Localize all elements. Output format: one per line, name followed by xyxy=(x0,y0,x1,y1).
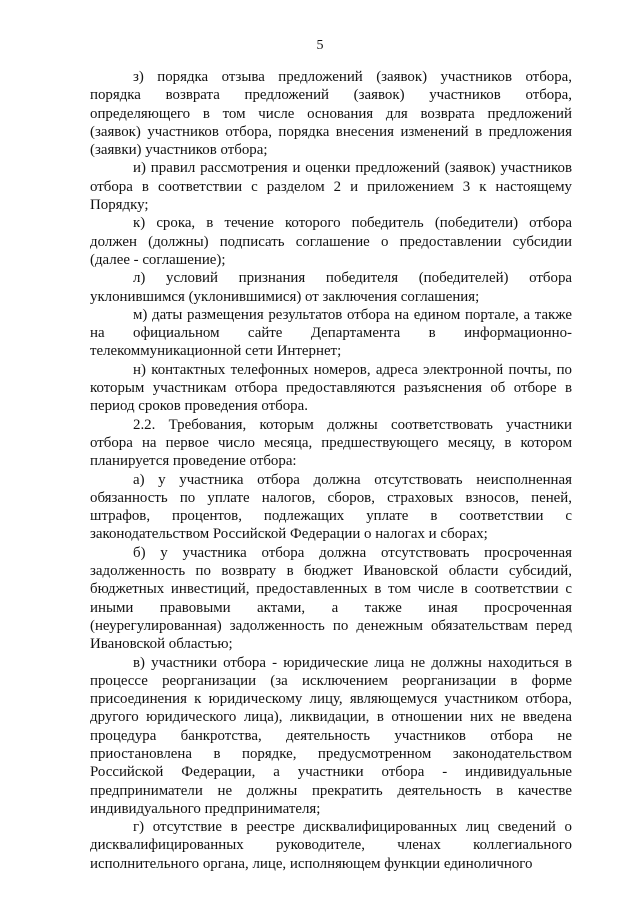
text-line: Российской Федерации, а участники отбора - индивидуальные xyxy=(90,764,572,781)
text-line: иными правовыми актами, а также иная просроченная xyxy=(90,599,572,616)
text-line: период сроков проведения отбора. xyxy=(90,398,308,415)
text-line: обязанность по уплате налогов, сборов, страховых взносов, пеней, xyxy=(90,489,572,506)
text-line: индивидуального предпринимателя; xyxy=(90,800,321,817)
text-line: планируется проведение отбора: xyxy=(90,453,297,470)
text-line: отбора на первое число месяца, предшествующего месяцу, в котором xyxy=(90,434,572,451)
text-line: на официальном сайте Департамента в информационно- xyxy=(90,325,572,342)
text-line: н) контактных телефонных номеров, адреса электронной почты, по xyxy=(133,361,572,378)
text-line: законодательством Российской Федерации о налогах и сборах; xyxy=(90,526,488,543)
text-line: процедура банкротства, деятельность участников отбора не xyxy=(90,727,572,744)
text-line: порядка возврата предложений (заявок) участников отбора, xyxy=(90,87,572,104)
document-body xyxy=(90,68,572,873)
text-line: а) у участника отбора должна отсутствовать неисполненная xyxy=(133,471,572,488)
text-line: (заявок) участников отбора, порядка внесения изменений в предложения xyxy=(90,123,572,140)
paragraph xyxy=(90,818,572,873)
paragraph xyxy=(90,68,572,159)
paragraph xyxy=(90,544,572,654)
text-line: Ивановской областью; xyxy=(90,636,233,653)
text-line: в) участники отбора - юридические лица не должны находиться в xyxy=(133,654,572,671)
text-line: задолженность по возврату в бюджет Ивановской области субсидий, xyxy=(90,563,572,580)
text-line: и) правил рассмотрения и оценки предложений (заявок) участников xyxy=(133,160,572,177)
text-line: (заявки) участников отбора; xyxy=(90,142,268,159)
paragraph xyxy=(90,269,572,306)
paragraph xyxy=(90,654,572,819)
text-line: к) срока, в течение которого победитель (победители) отбора xyxy=(133,215,572,232)
text-line: бюджетных инвестиций, предоставленных в том числе в соответствии с xyxy=(90,581,572,598)
paragraph xyxy=(90,306,572,361)
text-line: предприниматели не должны прекратить деятельность в качестве xyxy=(90,782,572,799)
text-line: (далее - соглашение); xyxy=(90,251,226,268)
text-line: штрафов, процентов, подлежащих уплате в соответствии с xyxy=(90,508,572,525)
text-line: 2.2. Требования, которым должны соответствовать участники xyxy=(133,416,572,433)
paragraph xyxy=(90,159,572,214)
text-line: должен (должны) подписать соглашение о предоставлении субсидии xyxy=(90,233,572,250)
text-line: (неурегулированная) задолженность по денежным обязательствам перед xyxy=(90,617,572,634)
text-line: присоединения к юридическому лицу, являющемуся участником отбора, xyxy=(90,691,572,708)
text-line: л) условий признания победителя (победителей) отбора xyxy=(133,270,572,287)
text-line: приостановлена в порядке, предусмотренном законодательством xyxy=(90,745,572,762)
text-line: г) отсутствие в реестре дисквалифицированных лиц сведений о xyxy=(133,819,572,836)
text-line: определяющего в том числе основания для возврата предложений xyxy=(90,105,572,122)
text-line: дисквалифицированных руководителе, членах коллегиального xyxy=(90,837,572,854)
text-line: б) у участника отбора должна отсутствовать просроченная xyxy=(133,544,572,561)
text-line: м) даты размещения результатов отбора на едином портале, а также xyxy=(133,306,572,323)
text-line: Порядку; xyxy=(90,197,149,214)
text-line: исполнительного органа, лице, исполняющем функции единоличного xyxy=(90,855,533,872)
text-line: з) порядка отзыва предложений (заявок) участников отбора, xyxy=(133,69,572,85)
text-line: телекоммуникационной сети Интернет; xyxy=(90,343,342,360)
paragraph xyxy=(90,416,572,471)
paragraph xyxy=(90,214,572,269)
text-line: другого юридического лица), ликвидации, в отношении них не введена xyxy=(90,709,572,726)
text-line: отбора в соответствии с разделом 2 и приложением 3 к настоящему xyxy=(90,178,572,195)
page-number: 5 xyxy=(316,38,324,53)
text-line: которым участникам отбора предоставляются разъяснения об отборе в xyxy=(90,380,572,397)
text-line: уклонившимся (уклонившимися) от заключения соглашения; xyxy=(90,288,480,305)
paragraph xyxy=(90,471,572,544)
text-line: процессе реорганизации (за исключением реорганизации в форме xyxy=(90,672,572,689)
paragraph xyxy=(90,361,572,416)
